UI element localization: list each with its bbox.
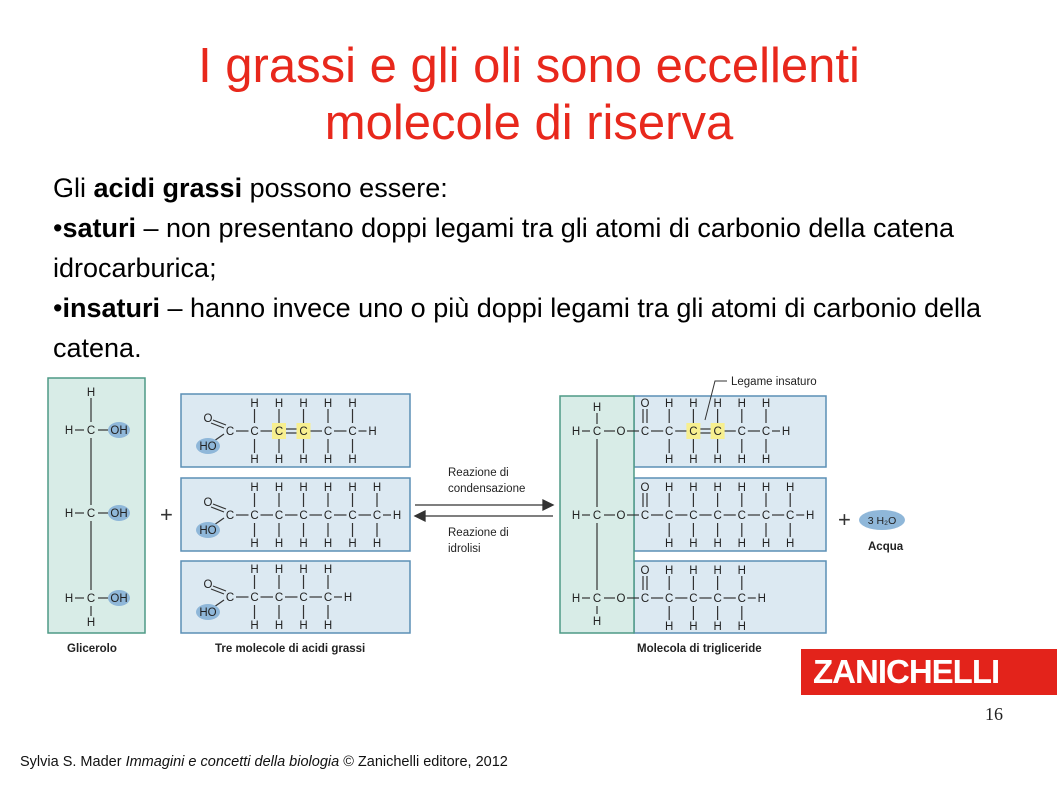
slide-body [53,168,1013,368]
atom-h: H [250,538,259,550]
atom-h: H [689,398,698,410]
hydroxyl-group: OH [110,508,128,520]
atom-h: H [274,398,284,410]
atom-c: C [592,593,602,605]
intro-post: possono essere: [242,173,448,203]
bullet-term-insaturi: insaturi [62,293,160,323]
atom-h: H [299,620,308,632]
atom-h: H [299,538,308,550]
atom-c: C [737,593,746,605]
atom-c: C [737,426,746,438]
atom-h: H [761,482,771,494]
carboxyl-group: HO [199,441,217,453]
atom-c: C [592,510,602,522]
atom-h: H [713,565,722,577]
atom-c: C [665,426,674,438]
atom-h: H [348,454,357,466]
plus-sign-right: + [838,507,851,532]
atom-c: C [689,426,698,438]
logo-text: ZANICHELLI [813,653,1000,690]
atom-h: H [64,508,74,520]
atom-c: C [348,426,357,438]
atom-h: H [737,621,746,633]
atom-h: H [713,482,722,494]
atom-h: H [737,454,746,466]
atom-o: O [616,593,626,605]
atom-h: H [299,564,308,576]
atom-h: H [348,482,357,494]
atom-h: H [665,565,674,577]
atom-h: H [372,538,382,550]
atom-o: O [640,565,650,577]
atom-h: H [713,621,722,633]
atom-c: C [274,510,284,522]
atom-h: H [689,621,698,633]
atom-h: H [713,398,722,410]
hydrolysis-arrowhead [415,511,425,521]
atom-h: H [86,387,96,399]
condensation-label-1: Reazione di [448,467,509,479]
atom-h: H [689,565,698,577]
atom-h: H [761,454,771,466]
atom-h: H [392,510,402,522]
atom-h: H [250,454,259,466]
atom-c: C [86,508,96,520]
atom-h: H [713,454,722,466]
atom-h: H [348,538,357,550]
atom-c: C [225,510,235,522]
atom-h: H [737,538,746,550]
atom-c: C [299,592,308,604]
bullet-mark: • [53,293,63,323]
atom-h: H [250,620,259,632]
atom-h: H [274,564,284,576]
atom-c: C [665,510,674,522]
carboxyl-group: HO [199,607,217,619]
atom-h: H [665,621,674,633]
atom-o: O [640,482,650,494]
atom-c: C [274,426,284,438]
condensation-label-2: condensazione [448,483,526,495]
atom-o: O [616,426,626,438]
atom-h: H [299,398,308,410]
atom-c: C [250,426,259,438]
atom-h: H [323,454,333,466]
atom-h: H [274,538,284,550]
hydroxyl-group: OH [110,593,128,605]
water-label: Acqua [868,541,904,553]
atom-h: H [689,454,698,466]
atom-h: H [761,538,771,550]
slide-title [0,38,1058,152]
atom-c: C [689,593,698,605]
atom-h: H [250,482,259,494]
atom-h: H [299,482,308,494]
footer-credit [20,754,508,770]
atom-h: H [274,482,284,494]
atom-h: H [299,454,308,466]
water-formula: 3 H₂O [867,515,897,527]
atom-h: H [64,425,74,437]
atom-h: H [571,510,581,522]
atom-h: H [323,482,333,494]
atom-c: C [372,510,382,522]
atom-h: H [665,482,674,494]
atom-h: H [592,402,602,414]
atom-h: H [323,620,333,632]
footer-author: Sylvia S. Mader [20,754,126,770]
page-number: 16 [985,704,1003,724]
atom-h: H [665,538,674,550]
atom-c: C [640,510,650,522]
atom-h: H [86,617,96,629]
atom-c: C [640,426,650,438]
atom-c: C [250,592,259,604]
atom-c: C [713,593,722,605]
condensation-arrowhead [543,500,553,510]
atom-h: H [713,538,722,550]
atom-c: C [737,510,746,522]
atom-h: H [786,482,795,494]
atom-c: C [250,510,259,522]
title-line-1: I grassi e gli oli sono eccellenti [198,39,860,93]
bullet-text-insaturi: – hanno invece uno o più doppi legami tra gli atomi di carbonio della catena. [53,293,982,363]
atom-c: C [592,426,602,438]
atom-c: C [323,426,333,438]
triglyceride-label: Molecola di trigliceride [637,643,762,655]
hydrolysis-label-1: Reazione di [448,527,509,539]
atom-c: C [689,510,698,522]
atom-c: C [299,426,308,438]
atom-o: O [203,413,213,425]
atom-h: H [323,564,333,576]
fatty-acids-label: Tre molecole di acidi grassi [215,643,366,655]
atom-h: H [592,616,602,628]
atom-c: C [86,593,96,605]
footer-rest: © Zanichelli editore, 2012 [339,754,508,770]
atom-h: H [665,398,674,410]
atom-h: H [737,398,746,410]
atom-c: C [323,592,333,604]
intro-term: acidi grassi [93,173,243,203]
atom-h: H [64,593,74,605]
atom-h: H [665,454,674,466]
atom-o: O [203,497,213,509]
atom-c: C [323,510,333,522]
atom-o: O [640,398,650,410]
atom-o: O [616,510,626,522]
atom-h: H [689,482,698,494]
reaction-arrows [415,500,553,521]
atom-c: C [665,593,674,605]
bullet-insaturi [53,288,1013,368]
atom-h: H [806,510,815,522]
atom-h: H [781,426,791,438]
atom-c: C [86,425,96,437]
atom-h: H [372,482,382,494]
hydrolysis-label-2: idrolisi [448,543,481,555]
glycerol-panel [48,378,145,633]
atom-h: H [274,620,284,632]
atom-c: C [713,426,722,438]
atom-c: C [761,510,771,522]
atom-h: H [571,426,581,438]
atom-h: H [737,565,746,577]
atom-c: C [274,592,284,604]
atom-h: H [757,593,766,605]
intro-pre: Gli [53,173,94,203]
atom-c: C [348,510,357,522]
triglyceride-diagram [0,368,1058,668]
intro-line [53,168,1013,208]
atom-c: C [640,593,650,605]
atom-h: H [343,592,353,604]
zanichelli-logo [801,649,1057,695]
plus-sign-left: + [160,502,173,527]
bullet-mark: • [53,213,63,243]
atom-h: H [689,538,698,550]
atom-c: C [761,426,771,438]
atom-h: H [250,564,259,576]
hydroxyl-group: OH [110,425,128,437]
title-line-2: molecole di riserva [324,96,734,150]
atom-c: C [225,592,235,604]
footer-book-title: Immagini e concetti della biologia [125,754,340,770]
unsaturated-bond-label: Legame insaturo [731,376,817,388]
atom-h: H [348,398,357,410]
atom-h: H [368,426,377,438]
bullet-term-saturi: saturi [62,213,136,243]
atom-h: H [737,482,746,494]
atom-h: H [761,398,771,410]
atom-c: C [713,510,722,522]
atom-h: H [323,398,333,410]
atom-h: H [571,593,581,605]
atom-h: H [274,454,284,466]
bullet-saturi [53,208,1013,288]
triglyceride-chain-panel-3 [634,561,826,633]
atom-c: C [786,510,795,522]
carboxyl-group: HO [199,525,217,537]
glycerol-label: Glicerolo [67,643,117,655]
atom-c: C [225,426,235,438]
atom-h: H [786,538,795,550]
atom-c: C [299,510,308,522]
atom-h: H [323,538,333,550]
bullet-text-saturi: – non presentano doppi legami tra gli atomi di carbonio della catena idrocarburica; [53,213,955,283]
atom-o: O [203,579,213,591]
atom-h: H [250,398,259,410]
